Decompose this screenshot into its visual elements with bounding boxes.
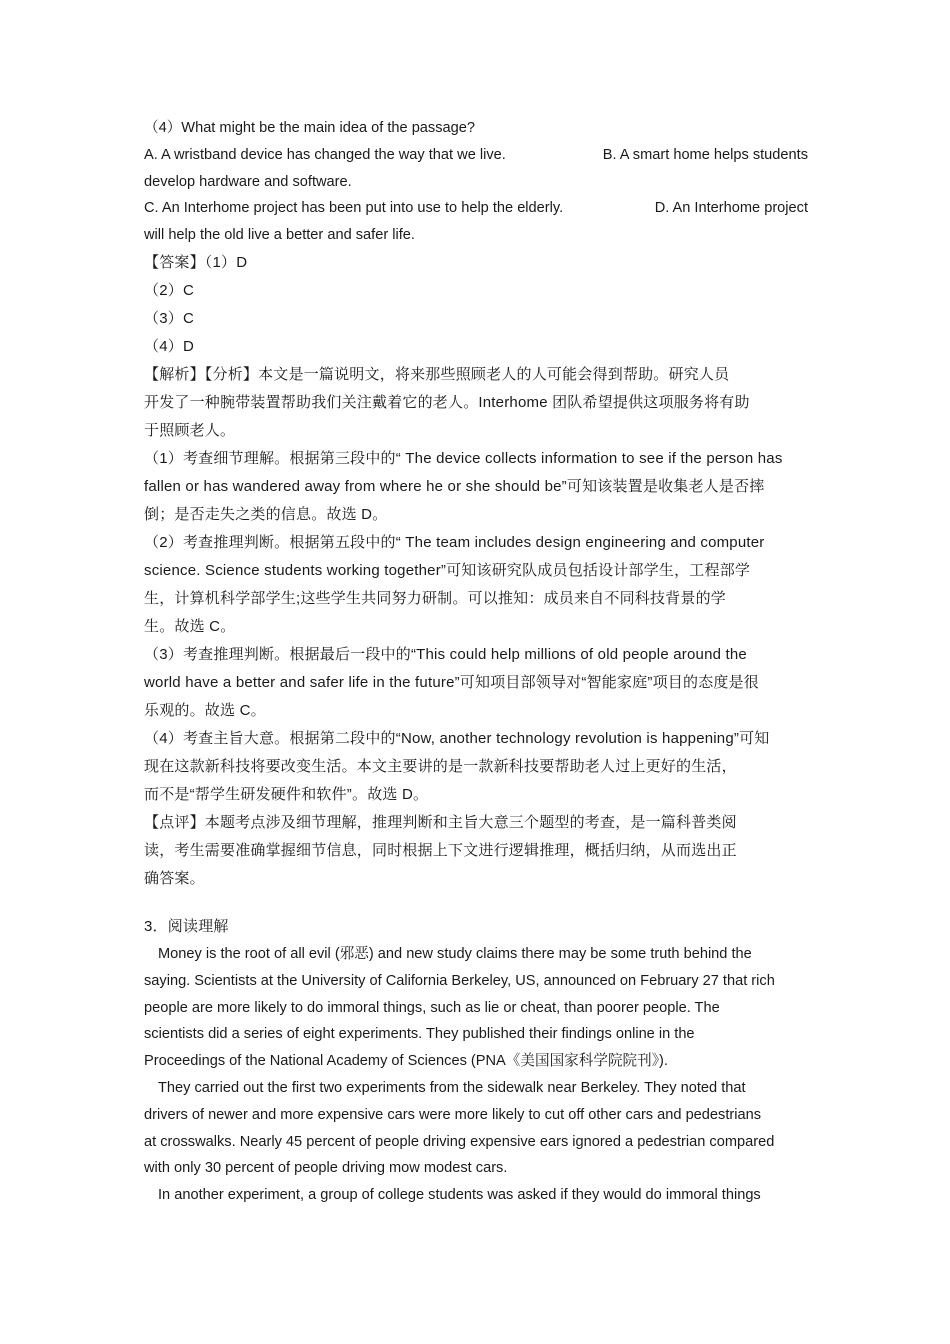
comment-line: 【点评】本题考点涉及细节理解，推理判断和主旨大意三个题型的考查，是一篇科普类阅 <box>144 813 737 831</box>
explanation-2-line: science. Science students working together”可知该研究队成员包括设计部学生，工程部学 <box>144 561 751 579</box>
answer-3: （3）C <box>144 309 194 327</box>
passage-paragraph-1-line: saying. Scientists at the University of California Berkeley, US, announced on February 27 that rich <box>144 972 775 989</box>
explanation-2-line: （2）考查推理判断。根据第五段中的“ The team includes design engineering and computer <box>144 533 765 551</box>
comment-line: 确答案。 <box>144 869 205 887</box>
explanation-2-line: 生。故选 C。 <box>144 617 236 635</box>
explanation-1-line: 倒；是否走失之类的信息。故选 D。 <box>144 505 388 523</box>
answer-1: 【答案】（1）D <box>144 253 248 271</box>
question-4-options-row-2 <box>144 195 808 222</box>
passage-paragraph-2-line: with only 30 percent of people driving mow modest cars. <box>144 1160 508 1177</box>
comment-line: 读，考生需要准确掌握细节信息，同时根据上下文进行逻辑推理，概括归纳，从而选出正 <box>144 841 737 859</box>
option-c: C. An Interhome project has been put into use to help the elderly. <box>144 200 564 217</box>
option-b-end: develop hardware and software. <box>144 173 352 190</box>
passage-paragraph-2-line: at crosswalks. Nearly 45 percent of people driving expensive ears ignored a pedestrian compared <box>144 1133 775 1150</box>
explanation-2-line: 生，计算机科学部学生;这些学生共同努力研制。可以推知：成员来自不同科技背景的学 <box>144 589 726 607</box>
answer-4: （4）D <box>144 337 194 355</box>
option-d-start: D. An Interhome project <box>654 200 808 217</box>
passage-paragraph-1-line: Proceedings of the National Academy of Sciences (PNA《美国国家科学院院刊》). <box>144 1053 668 1070</box>
explanation-1-line: （1）考查细节理解。根据第三段中的“ The device collects information to see if the person has <box>144 449 783 467</box>
explanation-4-line: 而不是“帮学生研发硬件和软件”。故选 D。 <box>144 785 429 803</box>
explanation-3-line: world have a better and safer life in the future”可知项目部领导对“智能家庭”项目的态度是很 <box>144 673 759 691</box>
option-b-start: B. A smart home helps students <box>602 146 808 163</box>
section-3-heading: 3．阅读理解 <box>144 917 229 935</box>
explanation-3-line: （3）考查推理判断。根据最后一段中的“This could help millions of old people around the <box>144 645 747 663</box>
document-page <box>144 115 808 1209</box>
passage-paragraph-1-line: Money is the root of all evil (邪恶) and new study claims there may be some truth behind the <box>158 945 752 962</box>
option-d-end: will help the old live a better and safer life. <box>144 227 415 244</box>
explanation-1-line: fallen or has wandered away from where he or she should be”可知该装置是收集老人是否摔 <box>144 477 765 495</box>
analysis-line: 【解析】【分析】本文是一篇说明文，将来那些照顾老人的人可能会得到帮助。研究人员 <box>144 365 730 383</box>
analysis-line: 开发了一种腕带装置帮助我们关注戴着它的老人。Interhome 团队希望提供这项服务将有助 <box>144 393 750 411</box>
passage-paragraph-1-line: people are more likely to do immoral things, such as lie or cheat, than poorer people. The <box>144 999 720 1016</box>
question-4-stem: （4）What might be the main idea of the passage? <box>144 120 475 136</box>
answer-2: （2）C <box>144 281 194 299</box>
analysis-line: 于照顾老人。 <box>144 421 236 439</box>
explanation-4-line: 现在这款新科技将要改变生活。本文主要讲的是一款新科技要帮助老人过上更好的生活， <box>144 757 737 775</box>
passage-paragraph-2-line: drivers of newer and more expensive cars were more likely to cut off other cars and pedestrians <box>144 1106 762 1123</box>
explanation-4-line: （4）考查主旨大意。根据第二段中的“Now, another technology revolution is happening”可知 <box>144 729 770 747</box>
passage-paragraph-3-line: In another experiment, a group of college students was asked if they would do immoral things <box>158 1187 761 1204</box>
passage-paragraph-1-line: scientists did a series of eight experiments. They published their findings online in the <box>144 1026 695 1043</box>
option-a: A. A wristband device has changed the way that we live. <box>144 146 506 163</box>
section-spacer <box>144 893 808 913</box>
explanation-3-line: 乐观的。故选 C。 <box>144 701 266 719</box>
passage-paragraph-2-line: They carried out the first two experiments from the sidewalk near Berkeley. They noted that <box>158 1079 746 1096</box>
question-4-options-row-1 <box>144 142 808 169</box>
